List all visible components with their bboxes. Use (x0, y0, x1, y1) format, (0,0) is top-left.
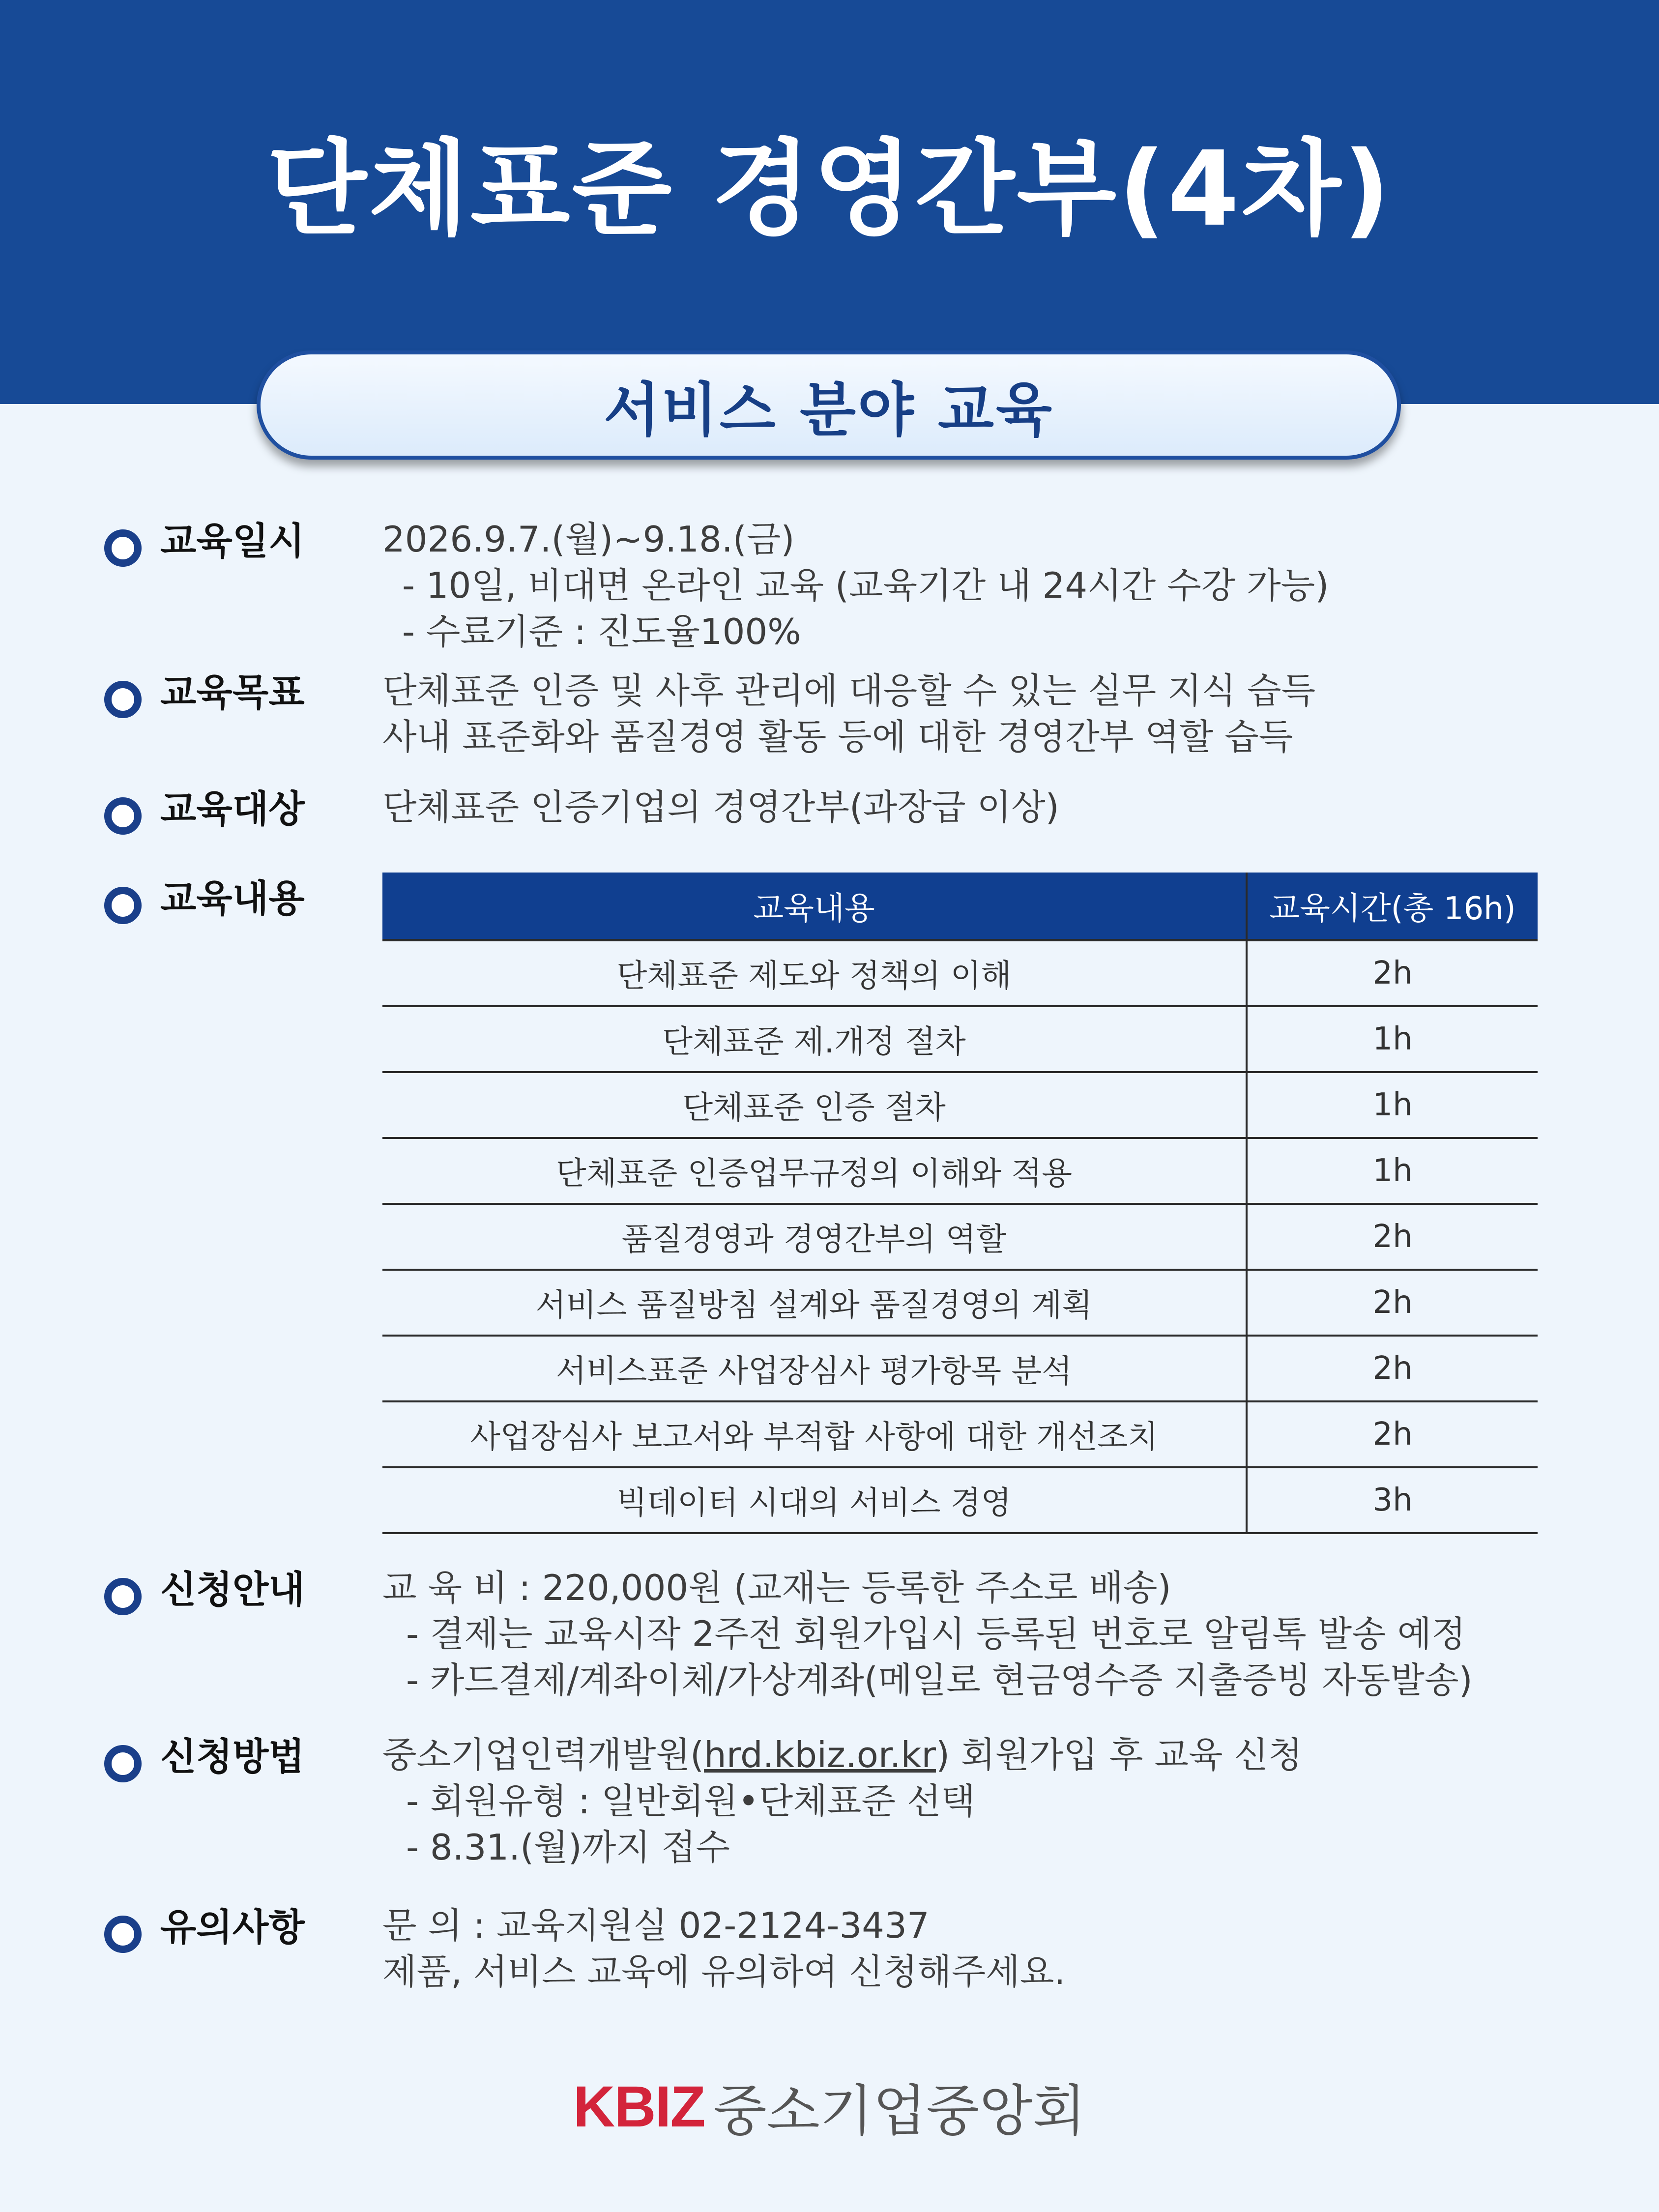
content-line: - 8.31.(월)까지 접수 (406, 1827, 730, 1868)
content-line: 사내 표준화와 품질경영 활동 등에 대한 경영간부 역할 습득 (382, 716, 1293, 757)
cell-time: 2h (1247, 1270, 1538, 1336)
subtitle-pill (257, 350, 1401, 460)
table-row (382, 1270, 1538, 1336)
bullet-circle-icon (104, 529, 142, 567)
curriculum-table (382, 873, 1538, 1534)
content-line: - 수료기준 : 진도율100% (402, 611, 801, 652)
footer-logo (0, 2067, 1659, 2146)
section-content (382, 668, 1315, 760)
cell-time: 3h (1247, 1467, 1538, 1533)
table-row (382, 940, 1538, 1007)
bullet-circle-icon (104, 1745, 142, 1782)
bullet-circle-icon (104, 681, 142, 718)
cell-topic: 사업장심사 보고서와 부적합 사항에 대한 개선조치 (382, 1401, 1247, 1467)
table-row (382, 1401, 1538, 1467)
cell-topic: 빅데이터 시대의 서비스 경영 (382, 1467, 1247, 1533)
section-label: 신청방법 (160, 1735, 305, 1778)
section-label: 교육일시 (160, 519, 305, 563)
kbiz-logo: KBIZ (573, 2074, 705, 2139)
table-row (382, 1204, 1538, 1270)
cell-time: 1h (1247, 1072, 1538, 1138)
section-label: 교육대상 (160, 787, 305, 831)
page-title: 단체표준 경영간부(4차) (267, 129, 1392, 249)
bullet-circle-icon (104, 1578, 142, 1615)
table-row (382, 1336, 1538, 1401)
content-line: 단체표준 인증 및 사후 관리에 대응할 수 있는 실무 지식 습득 (382, 670, 1316, 711)
section-label: 신청안내 (160, 1568, 305, 1611)
bullet-circle-icon (104, 797, 142, 835)
content-line: - 10일, 비대면 온라인 교육 (교육기간 내 24시간 수강 가능) (402, 565, 1329, 606)
method-suffix: ) 회원가입 후 교육 신청 (935, 1734, 1303, 1775)
cell-time: 2h (1247, 1401, 1538, 1467)
section-label: 교육내용 (160, 876, 305, 920)
cell-topic: 품질경영과 경영간부의 역할 (382, 1204, 1247, 1270)
content-line: 문 의 : 교육지원실 02-2124-3437 (382, 1905, 930, 1946)
hrd-link[interactable]: hrd.kbiz.or.kr (704, 1734, 936, 1775)
content-line (382, 1732, 1303, 1778)
cell-topic: 단체표준 인증업무규정의 이해와 적용 (382, 1138, 1247, 1204)
method-prefix: 중소기업인력개발원( (382, 1734, 704, 1775)
content-line: 제품, 서비스 교육에 유의하여 신청해주세요. (382, 1951, 1066, 1992)
header-time: 교육시간(총 16h) (1247, 873, 1538, 940)
section-content (382, 1902, 1065, 1995)
content-line: - 회원유형 : 일반회원•단체표준 선택 (406, 1780, 975, 1822)
content-line: 2026.9.7.(월)~9.18.(금) (382, 519, 795, 560)
section-content (382, 784, 1059, 830)
section-label: 유의사항 (160, 1905, 305, 1949)
bullet-circle-icon (104, 1916, 142, 1953)
cell-topic: 단체표준 인증 절차 (382, 1072, 1247, 1138)
cell-time: 1h (1247, 1006, 1538, 1072)
section-content (382, 1565, 1473, 1703)
table-row (382, 1006, 1538, 1072)
table-row (382, 1467, 1538, 1533)
section-label: 교육목표 (160, 670, 305, 714)
subtitle-text: 서비스 분야 교육 (603, 376, 1054, 444)
table-row (382, 1072, 1538, 1138)
content-line: - 카드결제/계좌이체/가상계좌(메일로 현금영수증 지출증빙 자동발송) (406, 1659, 1473, 1701)
table-header-row (382, 873, 1538, 940)
header-topic: 교육내용 (382, 873, 1247, 940)
cell-time: 1h (1247, 1138, 1538, 1204)
organization-name: 중소기업중앙회 (713, 2079, 1086, 2143)
cell-time: 2h (1247, 940, 1538, 1007)
cell-time: 2h (1247, 1204, 1538, 1270)
section-content (382, 1732, 1303, 1870)
cell-topic: 단체표준 제도와 정책의 이해 (382, 940, 1247, 1007)
section-content (382, 516, 1329, 655)
cell-topic: 서비스표준 사업장심사 평가항목 분석 (382, 1336, 1247, 1401)
cell-topic: 단체표준 제.개정 절차 (382, 1006, 1247, 1072)
content-line: - 결제는 교육시작 2주전 회원가입시 등록된 번호로 알림톡 발송 예정 (406, 1613, 1466, 1655)
table-row (382, 1138, 1538, 1204)
cell-time: 2h (1247, 1336, 1538, 1401)
content-line: 교 육 비 : 220,000원 (교재는 등록한 주소로 배송) (382, 1567, 1171, 1608)
bullet-circle-icon (104, 887, 142, 924)
cell-topic: 서비스 품질방침 설계와 품질경영의 계획 (382, 1270, 1247, 1336)
content-line: 단체표준 인증기업의 경영간부(과장급 이상) (382, 786, 1059, 828)
